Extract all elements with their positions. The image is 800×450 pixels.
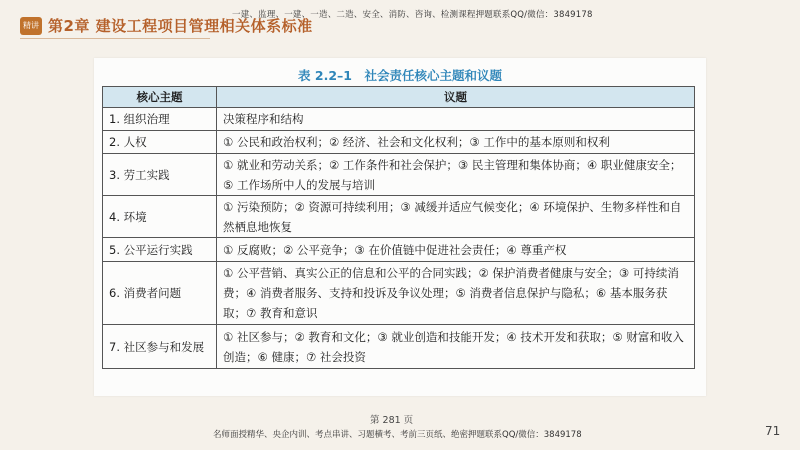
column-header-topic: 核心主题 bbox=[103, 87, 217, 108]
chapter-header bbox=[20, 15, 313, 36]
table-row bbox=[103, 238, 695, 262]
social-responsibility-table bbox=[102, 86, 695, 369]
topic-cell: 7. 社区参与和发展 bbox=[103, 325, 217, 369]
issue-cell: ① 污染预防；② 资源可持续利用；③ 减缓并适应气候变化；④ 环境保护、生物多样性和自然栖息地恢复 bbox=[217, 196, 695, 238]
header-divider bbox=[20, 38, 210, 39]
topic-cell: 3. 劳工实践 bbox=[103, 154, 217, 196]
bottom-watermark: 名师面授精华、央企内训、考点串讲、习题横考、考前三页纸、绝密押题联系QQ/微信：3849178 bbox=[213, 430, 582, 440]
scanned-page bbox=[94, 58, 706, 396]
book-page-number: 第 281 页 bbox=[370, 415, 414, 426]
issue-cell: ① 就业和劳动关系；② 工作条件和社会保护；③ 民主管理和集体协商；④ 职业健康安全；⑤ 工作场所中人的发展与培训 bbox=[217, 154, 695, 196]
table-header-row bbox=[103, 87, 695, 108]
slide-number: 71 bbox=[765, 424, 781, 438]
topic-cell: 4. 环境 bbox=[103, 196, 217, 238]
issue-cell: ① 公民和政治权利；② 经济、社会和文化权利；③ 工作中的基本原则和权利 bbox=[217, 131, 695, 154]
table-row bbox=[103, 131, 695, 154]
table-caption: 表 2.2–1 社会责任核心主题和议题 bbox=[298, 68, 502, 83]
issue-cell: ① 公平营销、真实公正的信息和公平的合同实践；② 保护消费者健康与安全；③ 可持续消费；④ 消费者服务、支持和投诉及争议处理；⑤ 消费者信息保护与隐私；⑥ 基本服务获取；⑦ 教育和意识 bbox=[217, 262, 695, 325]
topic-cell: 1. 组织治理 bbox=[103, 108, 217, 131]
top-watermark: 一建、监理、一建、一造、二造、安全、消防、咨询、检测课程押题联系QQ/微信：3849178 bbox=[232, 10, 593, 20]
table-row bbox=[103, 325, 695, 369]
topic-cell: 2. 人权 bbox=[103, 131, 217, 154]
issue-cell: 决策程序和结构 bbox=[217, 108, 695, 131]
chapter-title: 第2章 建设工程项目管理相关体系标准 bbox=[48, 17, 313, 35]
table-row bbox=[103, 196, 695, 238]
issue-cell: ① 反腐败；② 公平竞争；③ 在价值链中促进社会责任；④ 尊重产权 bbox=[217, 238, 695, 262]
header-badge: 精讲 bbox=[20, 17, 42, 35]
table-row bbox=[103, 108, 695, 131]
table-row bbox=[103, 262, 695, 325]
topic-cell: 6. 消费者问题 bbox=[103, 262, 217, 325]
column-header-issue: 议题 bbox=[217, 87, 695, 108]
table-row bbox=[103, 154, 695, 196]
issue-cell: ① 社区参与；② 教育和文化；③ 就业创造和技能开发；④ 技术开发和获取；⑤ 财富和收入创造；⑥ 健康；⑦ 社会投资 bbox=[217, 325, 695, 369]
topic-cell: 5. 公平运行实践 bbox=[103, 238, 217, 262]
